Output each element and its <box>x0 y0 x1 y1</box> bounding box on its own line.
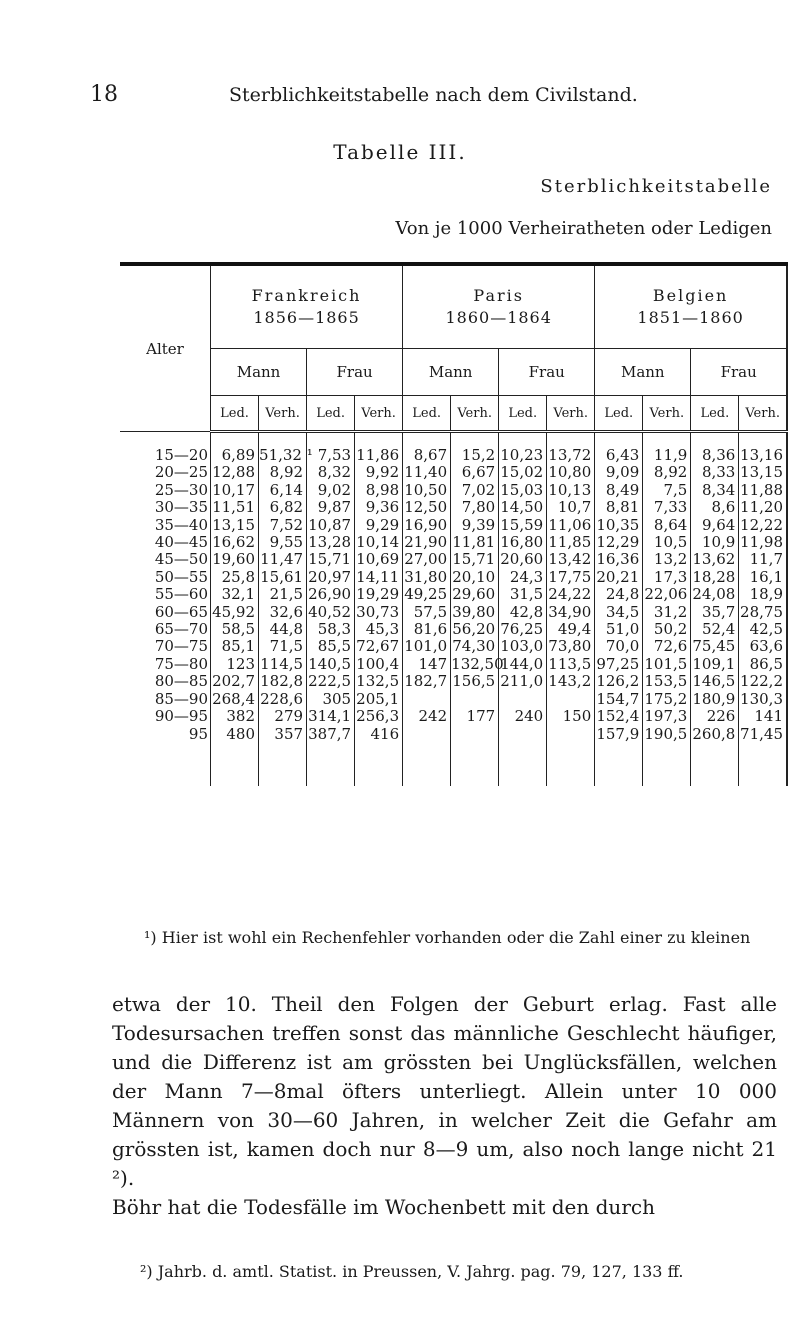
table-row <box>120 464 787 481</box>
value-cell: 144,0 <box>499 656 547 673</box>
footnote-2: ²) Jahrb. d. amtl. Statist. in Preussen, V. Jahrg. pag. 79, 127, 133 ff. <box>140 1262 684 1281</box>
value-cell: 202,7 <box>211 673 259 690</box>
table-title: Tabelle III. <box>333 140 467 164</box>
value-cell: 9,87 <box>307 499 355 516</box>
value-cell: 8,98 <box>355 482 403 499</box>
value-cell: 11,86 <box>355 432 403 465</box>
value-cell: 19,60 <box>211 551 259 568</box>
value-cell: 132,5 <box>355 673 403 690</box>
value-cell: 190,5 <box>643 726 691 786</box>
value-cell: 114,5 <box>259 656 307 673</box>
value-cell: 7,33 <box>643 499 691 516</box>
value-cell: 51,32 ¹ <box>259 432 307 465</box>
value-cell: 113,5 <box>547 656 595 673</box>
value-cell: 21,5 <box>259 586 307 603</box>
value-cell: 100,4 <box>355 656 403 673</box>
table-row <box>120 551 787 568</box>
table-row <box>120 482 787 499</box>
status-header-led: Led. <box>499 396 547 432</box>
value-cell: 147 <box>403 656 451 673</box>
value-cell: 9,64 <box>691 517 739 534</box>
value-cell: 24,08 <box>691 586 739 603</box>
table-row <box>120 726 787 786</box>
paragraph: Böhr hat die Todesfälle im Wochenbett mit den durch <box>112 1195 655 1219</box>
value-cell: 34,90 <box>547 604 595 621</box>
value-cell: 150 <box>547 708 595 725</box>
table-row <box>120 534 787 551</box>
value-cell: 10,80 <box>547 464 595 481</box>
value-cell: 222,5 <box>307 673 355 690</box>
age-cell: 20—25 <box>120 464 211 481</box>
value-cell: 58,5 <box>211 621 259 638</box>
value-cell: 152,4 <box>595 708 643 725</box>
value-cell: 240 <box>499 708 547 725</box>
value-cell: 73,80 <box>547 638 595 655</box>
value-cell: 16,80 <box>499 534 547 551</box>
value-cell: 30,73 <box>355 604 403 621</box>
value-cell: 10,87 <box>307 517 355 534</box>
value-cell: 9,39 <box>451 517 499 534</box>
value-cell: 29,60 <box>451 586 499 603</box>
sex-header-frau: Frau <box>499 349 595 396</box>
value-cell: 85,5 <box>307 638 355 655</box>
value-cell: 9,09 <box>595 464 643 481</box>
value-cell: 6,43 <box>595 432 643 465</box>
value-cell: 314,1 <box>307 708 355 725</box>
status-header-verh: Verh. <box>451 396 499 432</box>
footnote-1: ¹) Hier ist wohl ein Rechenfehler vorhanden oder die Zahl einer zu kleinen <box>144 928 751 947</box>
value-cell: 109,1 <box>691 656 739 673</box>
value-cell: 15,03 <box>499 482 547 499</box>
value-cell: 19,29 <box>355 586 403 603</box>
value-cell: 157,9 <box>595 726 643 786</box>
value-cell: 71,5 <box>259 638 307 655</box>
value-cell <box>499 726 547 786</box>
value-cell: 20,60 <box>499 551 547 568</box>
value-cell: 12,50 <box>403 499 451 516</box>
value-cell: 21,90 <box>403 534 451 551</box>
value-cell: 70,0 <box>595 638 643 655</box>
value-cell: 25,8 <box>211 569 259 586</box>
value-cell: 10,7 <box>547 499 595 516</box>
value-cell: 8,81 <box>595 499 643 516</box>
value-cell: 9,29 <box>355 517 403 534</box>
paragraph: etwa der 10. Theil den Folgen der Geburt erlag. Fast alle Todesursachen treffen sonst das männliche Geschlecht häufiger, und die Differenz ist am grössten bei Unglücksfällen, welchen der Mann 7—8mal öfters unterliegt. Allein unter 10 000 Männern von 30—60 Jahren, in welcher Zeit die Gefahr am grössten ist, kamen doch nur 8—9 um, also noch lange nicht 21 ²). <box>112 992 777 1190</box>
value-cell: 31,5 <box>499 586 547 603</box>
value-cell: 15,02 <box>499 464 547 481</box>
status-header-verh: Verh. <box>259 396 307 432</box>
value-cell <box>499 691 547 708</box>
value-cell: 140,5 <box>307 656 355 673</box>
value-cell <box>451 691 499 708</box>
value-cell: 260,8 <box>691 726 739 786</box>
page-number: 18 <box>90 82 118 107</box>
table-row <box>120 708 787 725</box>
value-cell: 10,14 <box>355 534 403 551</box>
value-cell: 11,20 <box>739 499 787 516</box>
status-header-led: Led. <box>211 396 259 432</box>
value-cell: 11,7 <box>739 551 787 568</box>
value-cell: 182,7 <box>403 673 451 690</box>
value-cell: 9,92 <box>355 464 403 481</box>
value-cell <box>403 726 451 786</box>
value-cell: 81,6 <box>403 621 451 638</box>
value-cell: 8,64 <box>643 517 691 534</box>
age-cell: 85—90 <box>120 691 211 708</box>
value-cell: 182,8 <box>259 673 307 690</box>
value-cell: 357 <box>259 726 307 786</box>
value-cell: 10,13 <box>547 482 595 499</box>
age-cell: 40—45 <box>120 534 211 551</box>
value-cell: 49,25 <box>403 586 451 603</box>
status-header-verh: Verh. <box>739 396 787 432</box>
value-cell: 72,67 <box>355 638 403 655</box>
value-cell: 8,92 <box>643 464 691 481</box>
value-cell: 31,2 <box>643 604 691 621</box>
value-cell: 34,5 <box>595 604 643 621</box>
value-cell: 16,36 <box>595 551 643 568</box>
sex-header-mann: Mann <box>595 349 691 396</box>
table-body <box>120 432 787 786</box>
value-cell: 17,75 <box>547 569 595 586</box>
body-text <box>112 990 777 1222</box>
age-cell: 15—20 <box>120 432 211 465</box>
age-cell: 60—65 <box>120 604 211 621</box>
value-cell: 63,6 <box>739 638 787 655</box>
value-cell: 228,6 <box>259 691 307 708</box>
table-row <box>120 586 787 603</box>
value-cell: 74,30 <box>451 638 499 655</box>
value-cell: 15,71 <box>307 551 355 568</box>
value-cell: 17,3 <box>643 569 691 586</box>
value-cell: 24,8 <box>595 586 643 603</box>
value-cell: 6,89 <box>211 432 259 465</box>
value-cell: 279 <box>259 708 307 725</box>
age-cell: 90—95 <box>120 708 211 725</box>
table-row <box>120 499 787 516</box>
age-cell: 80—85 <box>120 673 211 690</box>
value-cell: 256,3 <box>355 708 403 725</box>
value-cell: 44,8 <box>259 621 307 638</box>
value-cell: 18,9 <box>739 586 787 603</box>
status-header-led: Led. <box>691 396 739 432</box>
value-cell: 9,36 <box>355 499 403 516</box>
value-cell: 156,5 <box>451 673 499 690</box>
value-cell: 56,20 <box>451 621 499 638</box>
sex-header-mann: Mann <box>211 349 307 396</box>
value-cell: 10,35 <box>595 517 643 534</box>
value-cell: 40,52 <box>307 604 355 621</box>
value-cell: 205,1 <box>355 691 403 708</box>
mortality-table <box>120 262 788 786</box>
value-cell: 86,5 <box>739 656 787 673</box>
value-cell: 7,5 <box>643 482 691 499</box>
value-cell: 211,0 <box>499 673 547 690</box>
age-cell: 25—30 <box>120 482 211 499</box>
value-cell: 58,3 <box>307 621 355 638</box>
value-cell: 7,02 <box>451 482 499 499</box>
value-cell: 268,4 <box>211 691 259 708</box>
status-header-verh: Verh. <box>547 396 595 432</box>
value-cell: 16,62 <box>211 534 259 551</box>
value-cell: 7,53 <box>307 432 355 465</box>
value-cell: 122,2 <box>739 673 787 690</box>
value-cell: 8,49 <box>595 482 643 499</box>
table-row <box>120 517 787 534</box>
value-cell: 13,28 <box>307 534 355 551</box>
value-cell: 10,69 <box>355 551 403 568</box>
table-row <box>120 604 787 621</box>
value-cell: 305 <box>307 691 355 708</box>
value-cell: 6,67 <box>451 464 499 481</box>
table-row <box>120 569 787 586</box>
table-row <box>120 691 787 708</box>
value-cell: 146,5 <box>691 673 739 690</box>
value-cell: 50,2 <box>643 621 691 638</box>
value-cell: 123 <box>211 656 259 673</box>
value-cell: 13,72 <box>547 432 595 465</box>
value-cell: 49,4 <box>547 621 595 638</box>
value-cell: 20,21 <box>595 569 643 586</box>
value-cell: 8,33 <box>691 464 739 481</box>
age-cell: 30—35 <box>120 499 211 516</box>
value-cell: 13,16 <box>739 432 787 465</box>
value-cell: 6,14 <box>259 482 307 499</box>
group-header-frankreich: Frankreich 1856—1865 <box>211 264 403 349</box>
value-cell: 11,98 <box>739 534 787 551</box>
value-cell: 28,75 <box>739 604 787 621</box>
value-cell: 8,92 <box>259 464 307 481</box>
value-cell: 242 <box>403 708 451 725</box>
age-cell: 45—50 <box>120 551 211 568</box>
value-cell: 11,06 <box>547 517 595 534</box>
value-cell: 75,45 <box>691 638 739 655</box>
status-header-verh: Verh. <box>643 396 691 432</box>
value-cell: 72,6 <box>643 638 691 655</box>
value-cell: 8,6 <box>691 499 739 516</box>
value-cell: 45,92 <box>211 604 259 621</box>
table-caption: Von je 1000 Verheiratheten oder Ledigen <box>395 218 772 239</box>
status-header-led: Led. <box>595 396 643 432</box>
value-cell: 24,3 <box>499 569 547 586</box>
value-cell: 52,4 <box>691 621 739 638</box>
group-header-paris: Paris 1860—1864 <box>403 264 595 349</box>
value-cell: 10,9 <box>691 534 739 551</box>
value-cell: 103,0 <box>499 638 547 655</box>
status-header-verh: Verh. <box>355 396 403 432</box>
value-cell: 11,81 <box>451 534 499 551</box>
value-cell <box>451 726 499 786</box>
value-cell: 226 <box>691 708 739 725</box>
value-cell: 9,02 <box>307 482 355 499</box>
value-cell: 39,80 <box>451 604 499 621</box>
value-cell: 13,15 <box>211 517 259 534</box>
value-cell: 382 <box>211 708 259 725</box>
value-cell: 22,06 <box>643 586 691 603</box>
group-header-belgien: Belgien 1851—1860 <box>595 264 787 349</box>
value-cell: 35,7 <box>691 604 739 621</box>
value-cell: 51,0 <box>595 621 643 638</box>
value-cell: 15,59 <box>499 517 547 534</box>
running-title: Sterblichkeitstabelle nach dem Civilstand. <box>229 84 638 106</box>
value-cell: 10,23 <box>499 432 547 465</box>
value-cell: 16,1 <box>739 569 787 586</box>
sex-header-mann: Mann <box>403 349 499 396</box>
value-cell: 97,25 <box>595 656 643 673</box>
value-cell: 27,00 <box>403 551 451 568</box>
value-cell: 42,5 <box>739 621 787 638</box>
value-cell: 11,85 <box>547 534 595 551</box>
status-header-led: Led. <box>403 396 451 432</box>
value-cell: 153,5 <box>643 673 691 690</box>
value-cell: 126,2 <box>595 673 643 690</box>
value-cell: 10,17 <box>211 482 259 499</box>
value-cell: 8,36 <box>691 432 739 465</box>
age-cell: 70—75 <box>120 638 211 655</box>
value-cell: 154,7 <box>595 691 643 708</box>
value-cell: 76,25 <box>499 621 547 638</box>
value-cell: 7,80 <box>451 499 499 516</box>
value-cell: 15,71 <box>451 551 499 568</box>
value-cell: 32,6 <box>259 604 307 621</box>
age-cell: 50—55 <box>120 569 211 586</box>
value-cell: 18,28 <box>691 569 739 586</box>
value-cell: 177 <box>451 708 499 725</box>
value-cell: 32,1 <box>211 586 259 603</box>
value-cell: 175,2 <box>643 691 691 708</box>
age-cell: 55—60 <box>120 586 211 603</box>
value-cell: 480 <box>211 726 259 786</box>
value-cell <box>547 691 595 708</box>
value-cell <box>547 726 595 786</box>
value-cell: 16,90 <box>403 517 451 534</box>
value-cell: 57,5 <box>403 604 451 621</box>
value-cell: 11,9 <box>643 432 691 465</box>
value-cell: 45,3 <box>355 621 403 638</box>
value-cell: 13,2 <box>643 551 691 568</box>
value-cell: 197,3 <box>643 708 691 725</box>
alter-header: Alter <box>120 264 211 432</box>
value-cell: 13,15 <box>739 464 787 481</box>
value-cell: 143,2 <box>547 673 595 690</box>
value-cell: 11,51 <box>211 499 259 516</box>
value-cell: 132,50 <box>451 654 504 673</box>
value-cell: 13,62 <box>691 551 739 568</box>
value-cell: 130,3 <box>739 691 787 708</box>
value-cell: 9,55 <box>259 534 307 551</box>
value-cell: 141 <box>739 708 787 725</box>
value-cell: 12,22 <box>739 517 787 534</box>
value-cell: 31,80 <box>403 569 451 586</box>
table-row <box>120 621 787 638</box>
value-cell: 24,22 <box>547 586 595 603</box>
age-cell: 95 <box>120 726 211 786</box>
value-cell <box>403 691 451 708</box>
value-cell: 11,47 <box>259 551 307 568</box>
value-cell: 101,0 <box>403 638 451 655</box>
age-cell: 35—40 <box>120 517 211 534</box>
value-cell: 7,52 <box>259 517 307 534</box>
value-cell: 11,40 <box>403 464 451 481</box>
table-row <box>120 638 787 655</box>
value-cell: 8,32 <box>307 464 355 481</box>
value-cell: 8,67 <box>403 432 451 465</box>
value-cell: 42,8 <box>499 604 547 621</box>
table-row <box>120 673 787 690</box>
value-cell: 101,5 <box>643 656 691 673</box>
value-cell: 71,45 <box>739 726 787 786</box>
table-row <box>120 432 787 465</box>
value-cell: 8,34 <box>691 482 739 499</box>
value-cell: 12,88 <box>211 464 259 481</box>
table-subtitle: Sterblichkeitstabelle <box>540 176 772 197</box>
age-cell: 75—80 <box>120 656 211 673</box>
value-cell: 10,5 <box>643 534 691 551</box>
value-cell: 20,10 <box>451 569 499 586</box>
age-cell: 65—70 <box>120 621 211 638</box>
value-cell: 14,11 <box>355 569 403 586</box>
value-cell: 14,50 <box>499 499 547 516</box>
value-cell: 416 <box>355 726 403 786</box>
value-cell: 387,7 <box>307 726 355 786</box>
value-cell: 6,82 <box>259 499 307 516</box>
value-cell: 20,97 <box>307 569 355 586</box>
sex-header-frau: Frau <box>691 349 787 396</box>
value-cell: 85,1 <box>211 638 259 655</box>
value-cell: 180,9 <box>691 691 739 708</box>
sex-header-frau: Frau <box>307 349 403 396</box>
value-cell: 15,2 <box>451 432 499 465</box>
status-header-led: Led. <box>307 396 355 432</box>
value-cell: 15,61 <box>259 569 307 586</box>
value-cell: 13,42 <box>547 551 595 568</box>
value-cell: 26,90 <box>307 586 355 603</box>
value-cell: 11,88 <box>739 482 787 499</box>
table-row <box>120 656 787 673</box>
value-cell: 12,29 <box>595 534 643 551</box>
running-header <box>90 82 780 112</box>
value-cell: 10,50 <box>403 482 451 499</box>
